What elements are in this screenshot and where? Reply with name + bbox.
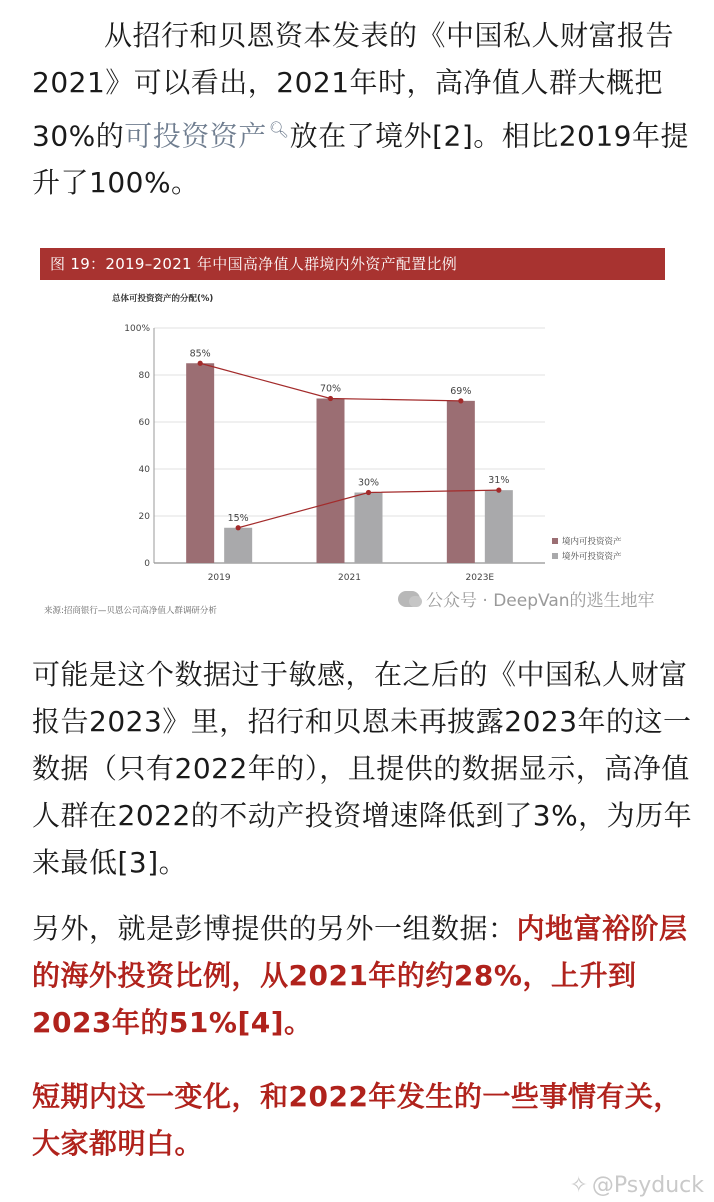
data-label: 69%: [450, 385, 472, 397]
paragraph-1: [32, 12, 694, 206]
watermark-text: 公众号 · DeepVan的逃生地牢: [426, 591, 655, 611]
x-tick-label: 2019: [207, 573, 231, 583]
paragraph-3-citation: [4]。: [237, 1006, 313, 1039]
data-point: [496, 488, 501, 493]
bar: [447, 401, 475, 563]
paragraph-1-text-b: 放在了境外[2]。相比2019年提升了100%。: [32, 119, 689, 200]
data-point: [328, 396, 333, 401]
y-tick-label: 40: [138, 465, 150, 475]
paragraph-3: [32, 905, 694, 1046]
bar: [485, 490, 513, 563]
y-tick-label: 0: [144, 559, 150, 569]
x-tick-label: 2021: [338, 573, 361, 583]
bar: [186, 363, 214, 563]
figure-source: 来源:招商银行—贝恩公司高净值人群调研分析: [44, 606, 217, 616]
y-tick-label: 60: [138, 418, 150, 428]
data-label: 31%: [488, 475, 510, 487]
legend-swatch: [552, 553, 558, 559]
bar: [224, 528, 252, 563]
figure-title: 图 19：2019–2021 年中国高净值人群境内外资产配置比例: [50, 255, 458, 273]
data-label: 70%: [319, 383, 342, 395]
data-point: [198, 361, 203, 366]
series-line: [200, 363, 461, 401]
data-label: 85%: [189, 348, 211, 360]
bar: [317, 399, 345, 564]
y-tick-label: 20: [138, 512, 150, 522]
paragraph-4: 短期内这一变化，和2022年发生的一些事情有关，大家都明白。: [32, 1080, 682, 1160]
highlighted-statistic: 内地富裕阶层的海外投资比例，从2021年的约28%，上升到2023年的51%: [32, 912, 688, 1039]
y-tick-label: 80: [138, 371, 150, 381]
x-tick-label: 2023E: [465, 573, 495, 583]
author-watermark-text: @Psyduck: [591, 1173, 704, 1198]
paragraph-2: 可能是这个数据过于敏感，在之后的《中国私人财富报告2023》里，招行和贝恩未再披露2023年的这一数据（只有2022年的），且提供的数据显示，高净值人群在2022的不动产投资增速降低到了3%，为历年来最低[3]。: [32, 658, 693, 879]
sparkle-icon: ✧: [569, 1173, 588, 1198]
investable-assets-link[interactable]: 可投资资产: [124, 119, 267, 153]
author-watermark: [569, 1173, 704, 1198]
data-label: 15%: [227, 512, 249, 524]
report-figure: [40, 248, 665, 620]
paragraph-1-text-a: 从招行和贝恩资本发表的《中国私人财富报告2021》可以看出，2021年时，高净值人群大概把30%的: [32, 19, 675, 153]
chart-subtitle: 总体可投资资产的分配(%): [112, 294, 214, 304]
legend-swatch: [552, 538, 558, 544]
data-point: [366, 490, 371, 495]
asset-allocation-chart: [40, 248, 665, 620]
wechat-icon: [398, 591, 420, 607]
data-point: [458, 398, 463, 403]
wechat-watermark: [398, 586, 655, 611]
legend-label: 境外可投资资产: [562, 552, 622, 562]
search-icon[interactable]: 🔍︎: [268, 120, 290, 139]
data-label: 30%: [357, 477, 380, 489]
legend-label: 境内可投资资产: [562, 537, 622, 547]
bar: [355, 493, 383, 564]
y-tick-label: 100%: [124, 324, 150, 334]
paragraph-3-text-a: 另外，就是彭博提供的另外一组数据：: [32, 912, 517, 945]
data-point: [236, 525, 241, 530]
